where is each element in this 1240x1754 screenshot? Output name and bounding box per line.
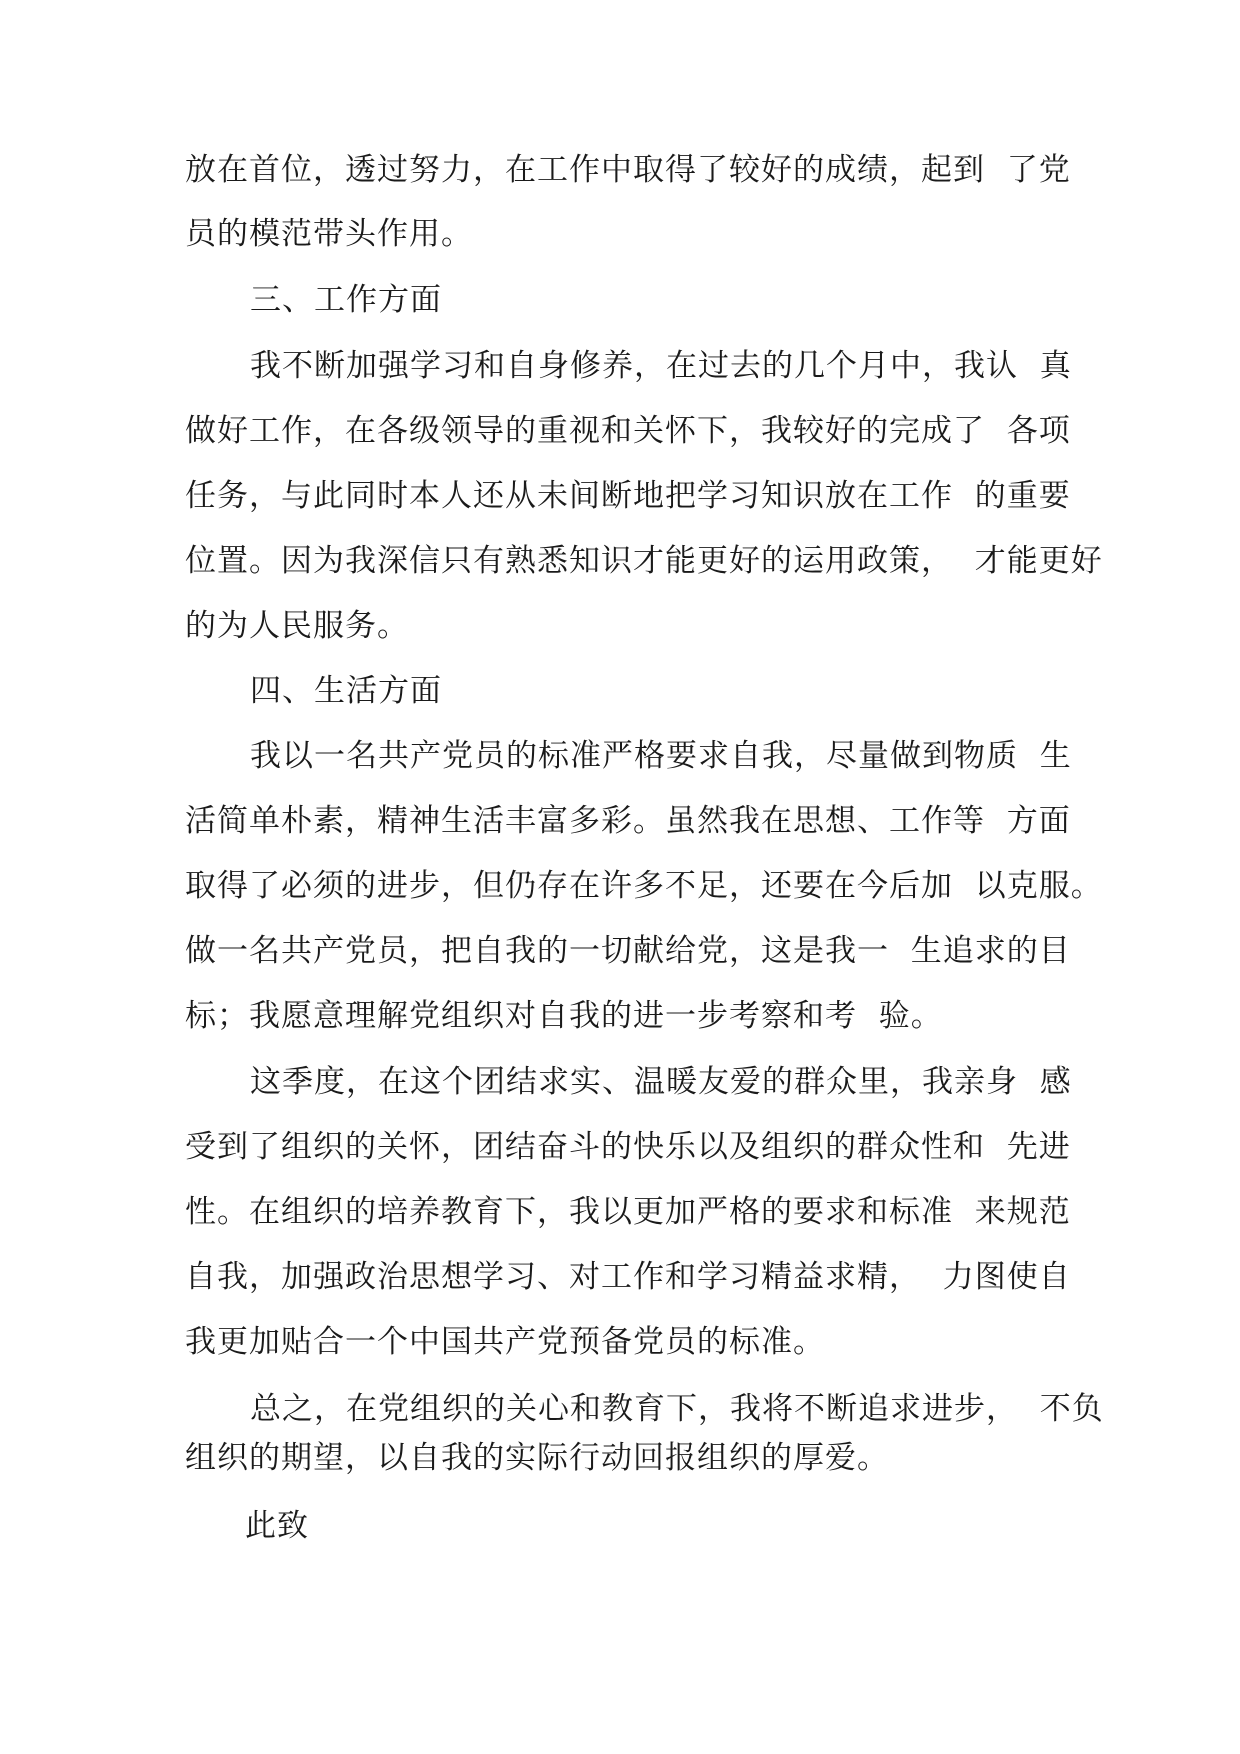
text-line: 组织的期望，以自我的实际行动回报组织的厚爱。 — [185, 1440, 889, 1476]
text-line: 取得了必须的进步，但仍存在许多不足，还要在今后加 以克服。 — [185, 868, 1103, 904]
text-line: 我更加贴合一个中国共产党预备党员的标准。 — [185, 1324, 825, 1360]
text-line: 任务，与此同时本人还从未间断地把学习知识放在工作 的重要 — [185, 478, 1071, 514]
text-line: 做一名共产党员，把自我的一切献给党，这是我一 生追求的目 — [185, 933, 1071, 969]
text-line: 员的模范带头作用。 — [185, 216, 473, 252]
section-heading-life: 四、生活方面 — [250, 673, 442, 709]
text-line: 放在首位，透过努力，在工作中取得了较好的成绩，起到 了党 — [185, 152, 1071, 188]
text-line: 做好工作，在各级领导的重视和关怀下，我较好的完成了 各项 — [185, 413, 1071, 449]
section-heading-work: 三、工作方面 — [250, 282, 442, 318]
text-line: 这季度，在这个团结求实、温暖友爱的群众里，我亲身 感 — [250, 1064, 1072, 1100]
text-line: 活简单朴素，精神生活丰富多彩。虽然我在思想、工作等 方面 — [185, 803, 1071, 839]
closing-salutation: 此致 — [245, 1508, 309, 1544]
text-line: 的为人民服务。 — [185, 608, 409, 644]
text-line: 我以一名共产党员的标准严格要求自我，尽量做到物质 生 — [250, 738, 1072, 774]
text-line: 总之，在党组织的关心和教育下，我将不断追求进步， 不负 — [250, 1391, 1104, 1427]
text-line: 性。在组织的培养教育下，我以更加严格的要求和标准 来规范 — [185, 1194, 1071, 1230]
text-line: 受到了组织的关怀，团结奋斗的快乐以及组织的群众性和 先进 — [185, 1129, 1071, 1165]
text-line: 标；我愿意理解党组织对自我的进一步考察和考 验。 — [185, 998, 943, 1034]
text-line: 位置。因为我深信只有熟悉知识才能更好的运用政策， 才能更好 — [185, 543, 1103, 579]
text-line: 我不断加强学习和自身修养，在过去的几个月中，我认 真 — [250, 348, 1072, 384]
text-line: 自我，加强政治思想学习、对工作和学习精益求精， 力图使自 — [185, 1259, 1071, 1295]
